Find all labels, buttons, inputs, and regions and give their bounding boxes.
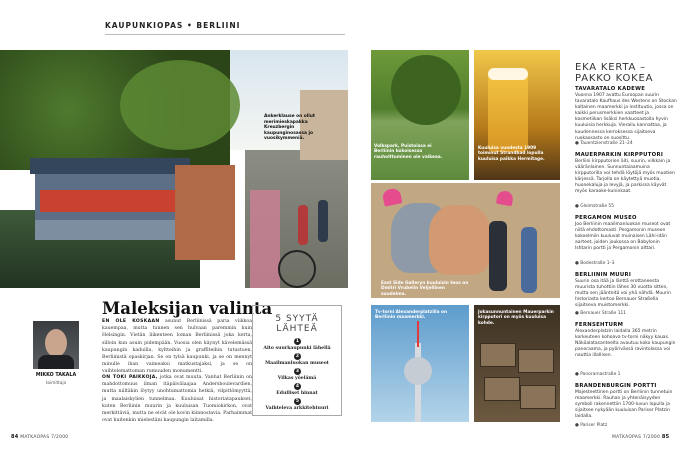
left-footer (11, 434, 68, 440)
photo-caption: Volkspark, Puistoissa ei Berliinin kokoisessa rauhoittuminen ole vaikeaa. (374, 144, 443, 160)
sidebar-text: Majesteettinen portti on Berliinin tunnetuin maamerkki. Rauhan ja yhtenäisyyden symboli rakennettiin 1700-luvun lopulla ja sijaitsee nykyään kuuluisan Pariser Platzin laidalla. (575, 390, 673, 420)
houseboat-flowers (40, 190, 180, 212)
author-name: MIKKO TAKALA (35, 373, 77, 378)
tree-canopy-highlight (120, 60, 240, 150)
tower-antenna (417, 321, 419, 347)
houseboat-roof (30, 158, 190, 174)
heart-graffiti-icon (382, 187, 403, 206)
reason-number: 4 (295, 384, 300, 389)
reason-item: Vilkas yöelämä (277, 376, 317, 381)
photo-caption: Tv-torni Alexanderplatzilla on Berliinin maamerkki. (375, 310, 448, 321)
sidebar-title: EKA KERTA – PAKKO KOKEA (575, 62, 654, 84)
bridge-railing (250, 190, 280, 288)
portrait-shirt (38, 355, 74, 369)
houseboat-hull (35, 220, 185, 240)
visitor (521, 227, 537, 293)
location-text: Bernauer Straße 111 (580, 311, 627, 316)
flea-market-photo (474, 305, 560, 422)
sidebar-heading: BRANDENBURGIN PORTTI (575, 383, 657, 389)
page-number-left: 84 (11, 434, 19, 440)
bicycle-wheel (278, 250, 316, 288)
brick-wall (175, 165, 235, 260)
author-portrait (33, 321, 79, 369)
sidebar-heading: BERLIININ MUURI (575, 272, 632, 278)
reasons-title: 5 SYYTÄ LÄHTEÄ (275, 314, 319, 334)
paragraph-lead: EN OLE KOSKAAN (102, 319, 160, 324)
canal-photo (0, 50, 348, 288)
sidebar-location: ● Bernauer Straße 111 (575, 311, 627, 316)
location-text: Bodestraße 1–3 (580, 261, 615, 266)
tv-tower-photo (371, 305, 469, 422)
beer-foam (488, 68, 528, 80)
photo-caption: Kuuluisa vuodesta 1909 toiminut Strandbad lopulla kuuluisa paikka Hermitage. (478, 146, 545, 162)
photo-caption: East Side Galleryn kuuluisin teos on Dmitri Vrubelin Veljellinen suudelma. (381, 281, 469, 297)
right-footer (612, 434, 669, 440)
location-text: Tauentzienstraße 21–24 (580, 141, 633, 146)
photo-caption: Jokasunnuntainen Mauerparkin kirpputori on myös kuuluisa kohde. (478, 310, 554, 326)
sidebar-location: ● Tauentzienstraße 21–24 (575, 141, 633, 146)
header-divider (105, 34, 345, 35)
location-text: Panoramastraße 1 (580, 372, 621, 377)
sidebar-heading: FERNSEHTURM (575, 322, 624, 328)
article-paragraph (102, 318, 252, 376)
pedestrian (298, 205, 308, 245)
article-title: Maleksijan valinta (102, 299, 273, 318)
sidebar-location: ● Panoramastraße 1 (575, 372, 621, 377)
beer-photo (474, 50, 560, 180)
sidebar-text: Vuonna 1907 avattu Euroopan suurin tavaratalo Kaufhaus des Westens on Stockan kaltainen maamerkki ja instituutio, jossa on kaikki perusmerkkien vaatteet ja kosmetiikan lisäksi herkkuosastolla hyvin kuuluisia herkkuja. Vierailu kannattaa, ja kuudennessa kerroksessa sijaitseva ruokaosasto on suosittu. (575, 93, 677, 141)
tower-sphere (404, 357, 432, 385)
publication-right: MATKAOPAS 7/2000 (612, 435, 661, 440)
sidebar-text: Berliini kirpputorien äiti, suurin, vilkkain ja vääränlainen. Sunnuntaiaamuina kirpputorilla voi tehdä löytöjä myös muotien kärjessä. Tarjolla on käytettyä muotia, huonekaluja ja levyjä, ja parkissa käyvät myös karaoke-kuninkaat. (575, 159, 675, 195)
sidebar-location: ● Pariser Platz (575, 423, 608, 428)
sidebar-heading: TAVARATALO KADEWE (575, 86, 646, 92)
photo-caption: Ankerklause on ollut merimieskapakka Kreuzbergin kaupunginosassa jo vuosikymmeniä. (264, 114, 316, 142)
sidebar-heading: PERGAMON MUSEO (575, 215, 637, 221)
reason-item: Vaihteleva arkkitehtuuri (265, 406, 329, 411)
tree-canopy (391, 55, 461, 125)
reasons-box (252, 305, 342, 416)
author-role: toimittaja (45, 380, 67, 385)
reason-item: Aito suurkaupunki lähellä (263, 346, 331, 351)
sidebar-text: Suurin osa itää ja länttä erottaneesta muurista tuhottiin lähes 30 vuotta sitten, mutta sen jäänteitä voi yhä nähdä. Muurin historiasta kertoo Bernauer Straßella sijaitseva muistomerkki. (575, 279, 671, 309)
location-text: Pariser Platz (580, 423, 608, 428)
reason-item: Maailmanluokan museot (265, 361, 329, 366)
sidebar-location: ● Gleimstraße 55 (575, 204, 615, 209)
article-paragraph (102, 374, 252, 424)
sidebar-text: Joo Berliinin maailmanluokan museot ovat niitä ehdottomasti. Pergamonin museon kokoelmiin kuuluvat muinaisen Lähi-idän aarteet, joiden joukossa on Babylonin Ishtarin portti ja Pergamonin alttari. (575, 222, 671, 252)
market-stall (520, 385, 556, 409)
market-stall (480, 343, 516, 367)
market-stall (518, 349, 554, 373)
paragraph-text: asunut Berliinissä paria viikkoa kauempaa, mutta tunnen sen hulvaan paremmin kuin Helsingin. Vietän liikenteen loman Berliinissä joka kerta, silloin kun asuin pidempään. Vuosia olen käynyt kävelemässä kaupungin kaduilla, kyltteihin ja graffiteihin tutustuen. Berliinistä opaskirjan. Se on tylsä kaupunki, ja se on mennyt minulle ihan vaimeaksi matkustajaksi, ja se on vaihtelemattoman rumuuden monumentti. (102, 319, 252, 375)
mural-face (429, 205, 491, 275)
market-stall (484, 377, 520, 401)
paragraph-lead: ON TOKI PAIKKOJA, (102, 375, 158, 380)
sidebar-location: ● Bodestraße 1–3 (575, 261, 615, 266)
mural-photo (371, 183, 560, 298)
pedestrian (318, 200, 328, 242)
reason-number: 3 (295, 369, 300, 374)
section-header: KAUPUNKIOPAS • BERLIINI (105, 21, 241, 30)
reason-item: Edulliset hinnat (276, 391, 318, 396)
sidebar-text: Alexanderplatzin laidalla 365 metrin korkeuteen kohoava tv-torni näkyy kauas. Näköalatasanteelta avautuu koko kaupungin panoraama, ja pyörivässä ravintolassa voi nauttia illallisen. (575, 329, 676, 359)
page-number-right: 85 (661, 434, 670, 440)
reason-number: 5 (295, 399, 300, 404)
location-text: Gleimstraße 55 (580, 204, 615, 209)
reason-number: 1 (295, 339, 300, 344)
reason-number: 2 (295, 354, 300, 359)
sidebar-heading: MAUERPARKIN KIRPPUTORI (575, 152, 664, 158)
beer-glass (488, 72, 528, 152)
park-photo (371, 50, 469, 180)
portrait-face (45, 329, 67, 357)
visitor (489, 221, 507, 291)
heart-graffiti-icon (496, 190, 514, 207)
paragraph-text: jotka ovat muuta. Vanhat Berliinin on mahdottomuus ilman itäpäivälaajaa Andersboulevardien, mutta niiltäkin löytyy unohtumattomia hetkiä, vilpittömyyttä, ja maalaiskylien tunnelmaa. Kuuluisat historiatapaukset, kuten Berliinin muurin ja kuuluisan Tuomiokirkon, ovat merkittäviä, mutta ne eivät ole kovin kiinnostavia. Parhaimmat ovat kuitenkin mielestäni kaupungin laitamilla. (102, 375, 252, 424)
publication-left: MATKAOPAS 7/2000 (20, 435, 69, 440)
